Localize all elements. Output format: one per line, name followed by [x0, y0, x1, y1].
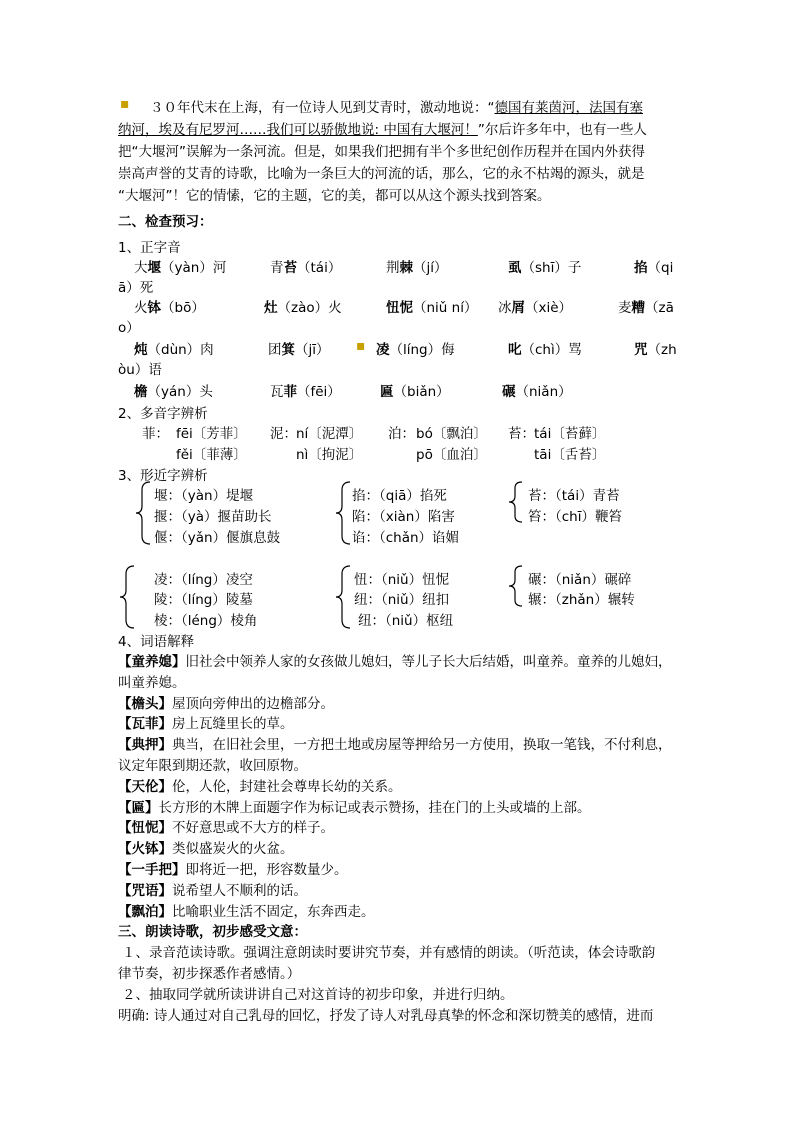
vocab-definition: 屋顶向旁伸出的边檐部分。	[172, 695, 334, 712]
polyphone-reading: bó〔飘泊〕	[416, 426, 487, 442]
vocab-definition: 说希望人不顺利的话。	[172, 882, 307, 899]
vocab-item	[118, 733, 672, 753]
vocab-definition: 典当，在旧社会里，一方把土地或房屋等押给另一方使用，换取一笔钱，不付利息，	[172, 737, 672, 754]
vocab-definition: 不好意思或不大方的样子。	[172, 820, 334, 837]
vocab-item	[118, 671, 186, 691]
polyphone-reading: tái〔苔藓〕	[534, 426, 606, 442]
pron-item: 青苔（tái）	[270, 260, 342, 276]
polyphone-reading: nì〔拘泥〕	[296, 447, 363, 463]
vocab-item	[118, 712, 294, 732]
section-2-title: 二、检查预习：	[118, 214, 213, 230]
vocab-item	[118, 754, 307, 774]
vocab-term: 【一手把】	[118, 862, 186, 878]
polyphone-reading: pō〔血泊〕	[416, 447, 487, 463]
subsection-similar-title: 3、形近字辨析	[118, 468, 208, 484]
vocab-term: 【咒语】	[118, 882, 172, 899]
vocab-item	[118, 879, 307, 899]
vocab-item	[118, 775, 402, 795]
subsection-polyphone-title: 2、多音字辨析	[118, 406, 208, 422]
similar-entry: 揠：（yà）揠苗助长	[154, 509, 272, 525]
similar-entry: 谄：（chǎn）谄媚	[352, 530, 460, 546]
pron-item: 荆棘（jí）	[386, 260, 448, 276]
similar-entry: 掐：（qiā）掐死	[352, 488, 447, 504]
pron-wrap: òu）语	[118, 362, 162, 378]
pron-item: 凌（líng）侮	[376, 342, 455, 358]
subsection-pronunciation-title: 1、正字音	[118, 240, 181, 256]
vocab-term: 【典押】	[118, 737, 172, 754]
similar-entry: 笞：（chī）鞭笞	[528, 509, 622, 525]
pron-item: 炖（dùn）肉	[134, 342, 214, 358]
pron-item: 麦糟（zā	[618, 300, 674, 316]
similar-entry: 纽：（niǔ）枢纽	[358, 613, 454, 629]
vocab-item	[118, 796, 591, 816]
vocab-item	[118, 816, 334, 836]
vocab-term: 【檐头】	[118, 695, 172, 712]
vocab-definition: 即将近一把，形容数量少。	[185, 862, 348, 878]
polyphone-char: 泥：	[270, 426, 297, 442]
intro-line-1: ３０年代末在上海，有一位诗人见到艾青时，激动地说：“德国有莱茵河，法国有塞	[150, 100, 643, 116]
polyphone-char: 泊：	[388, 426, 415, 442]
similar-entry: 苔：（tái）青苔	[528, 488, 620, 504]
step-1-line-2: 律节奏，初步探悉作者感情。）	[118, 966, 301, 982]
vocab-term: 【童养媳】	[118, 654, 186, 670]
bullet-dot-icon: ▪	[120, 96, 130, 112]
similar-entry: 碾：（niǎn）碾碎	[528, 572, 632, 588]
polyphone-reading: tāi〔舌苔〕	[534, 447, 606, 463]
brace-icon	[334, 480, 354, 546]
pron-item: 灶（zào）火	[264, 300, 342, 316]
pron-item: 碾（niǎn）	[502, 384, 572, 400]
pron-item: 火钵（bō）	[134, 300, 205, 316]
brace-icon	[334, 564, 354, 630]
similar-entry: 忸：（niǔ）忸怩	[354, 572, 450, 588]
vocab-definition: 伦，人伦，封建社会尊卑长幼的关系。	[172, 778, 402, 795]
pron-item: 团箕（jī）	[268, 342, 330, 358]
vocab-definition: 房上瓦缝里长的草。	[172, 716, 294, 733]
vocab-term: 【忸怩】	[118, 820, 172, 837]
brace-icon	[134, 480, 154, 546]
brace-icon	[506, 564, 526, 608]
polyphone-char: 菲：	[142, 426, 169, 442]
vocab-item	[118, 837, 294, 857]
similar-entry: 偃：（yǎn）偃旗息鼓	[154, 530, 281, 546]
intro-line-4: 崇高声誉的艾青的诗歌，比喻为一条巨大的河流的话，那么，它的永不枯竭的源头，就是	[118, 166, 645, 182]
polyphone-reading: fēi〔芳菲〕	[176, 426, 247, 442]
pron-item: 大堰（yàn）河	[134, 260, 227, 276]
vocab-definition: 长方形的木牌上面题字作为标记或表示赞扬，挂在门的上头或墙的上部。	[158, 799, 591, 816]
pron-item: 叱（chì）骂	[508, 342, 582, 358]
vocab-term: 【天伦】	[118, 778, 172, 795]
bullet-dot-icon: ▪	[356, 338, 366, 354]
step-2: ２、抽取同学就所读讲讲自己对这首诗的初步印象，并进行归纳。	[122, 987, 514, 1003]
vocab-term: 【瓦菲】	[118, 716, 172, 733]
pron-item: 忸怩（niǔ ní）	[386, 300, 478, 316]
similar-entry: 棱：（léng）棱角	[154, 613, 258, 629]
similar-entry: 凌：（líng）凌空	[154, 572, 253, 588]
similar-entry: 陷：（xiàn）陷害	[352, 509, 455, 525]
similar-entry: 辗：（zhǎn）辗转	[528, 592, 635, 608]
step-1-line-1: １、录音范读诗歌。强调注意朗读时要讲究节奏，并有感情的朗读。（听范读，体会诗歌韵	[122, 945, 656, 961]
similar-entry: 堰：（yàn）堤堰	[154, 488, 254, 504]
vocab-term: 【匾】	[118, 799, 159, 816]
vocab-definition: 类似盛炭火的火盆。	[172, 841, 294, 858]
intro-line-3: 把“大堰河”误解为一条河流。但是，如果我们把拥有半个多世纪创作历程并在国内外获得	[118, 144, 645, 160]
similar-entry: 纽：（niǔ）纽扣	[354, 592, 450, 608]
pron-item: 冰屑（xiè）	[498, 300, 573, 316]
answer-line: 明确: 诗人通过对自己乳母的回忆，抒发了诗人对乳母真挚的怀念和深切赞美的感情，进而	[118, 1008, 654, 1024]
vocab-item	[118, 900, 375, 920]
brace-icon	[118, 564, 138, 630]
polyphone-char: 苔：	[508, 426, 535, 442]
subsection-vocab-title: 4、词语解释	[118, 634, 195, 650]
intro-line-5: “大堰河”！它的情愫，它的主题，它的美，都可以从这个源头找到答案。	[118, 188, 551, 204]
pron-wrap: o）	[118, 320, 140, 336]
vocab-definition: 旧社会中领养人家的女孩做儿媳妇，等儿子长大后结婚，叫童养。童养的儿媳妇，	[185, 654, 672, 670]
pron-item: 匾（biǎn）	[380, 384, 450, 400]
vocab-definition: 议定年限到期还款，收回原物。	[118, 758, 307, 774]
pron-item: 檐（yán）头	[134, 384, 213, 400]
pron-item: 掐（qi	[634, 260, 674, 276]
vocab-definition: 叫童养媳。	[118, 674, 186, 691]
pron-item: 咒（zh	[634, 342, 677, 358]
brace-icon	[506, 480, 526, 524]
vocab-item	[118, 650, 672, 670]
polyphone-reading: fěi〔菲薄〕	[176, 447, 247, 463]
pron-item: 瓦菲（fēi）	[270, 384, 341, 400]
vocab-term: 【飘泊】	[118, 903, 172, 920]
vocab-item	[118, 858, 348, 878]
similar-entry: 陵：（líng）陵墓	[154, 592, 253, 608]
vocab-item	[118, 692, 334, 712]
section-3-title: 三、朗读诗歌，初步感受文意：	[118, 924, 307, 940]
pron-wrap: ā）死	[118, 280, 154, 296]
pron-item: 虱（shī）子	[508, 260, 582, 276]
vocab-definition: 比喻职业生活不固定，东奔西走。	[172, 903, 375, 920]
intro-line-2: 纳河，埃及有尼罗河……我们可以骄傲地说: 中国有大堰河！”尔后许多年中，也有一些人	[118, 122, 647, 138]
vocab-term: 【火钵】	[118, 841, 172, 858]
polyphone-reading: ní〔泥潭〕	[296, 426, 363, 442]
